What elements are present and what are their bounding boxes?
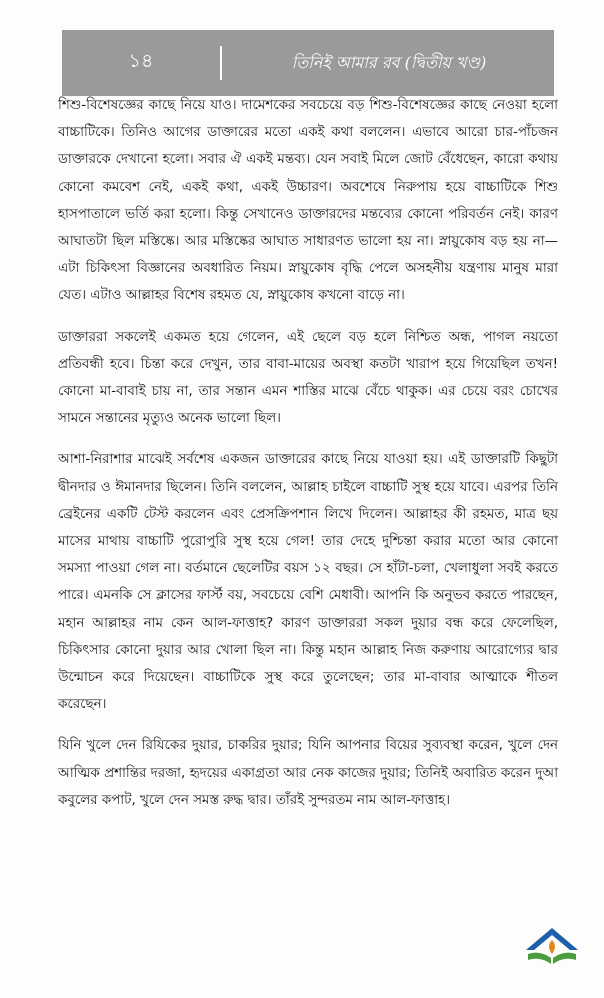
header-divider <box>220 46 222 80</box>
page-number: ১৪ <box>128 50 154 72</box>
body-text <box>58 92 558 828</box>
page-header-bar <box>62 30 554 96</box>
logo-book-left <box>528 953 551 964</box>
paragraph: শিশু-বিশেষজ্ঞের কাছে নিয়ে যাও। দামেশকের সবচেয়ে বড় শিশু-বিশেষজ্ঞের কাছে নেওয়া হলো বাচ্চাটিকে। তিনিও আগের ডাক্তারের মতো একই কথা বললেন। এভাবে আরো চার-পাঁচজন ডাক্তারকে দেখানো হলো। সবার ঐ একই মন্তব্য। যেন সবাই মিলে জোট বেঁধেছেন, কারো কথায় কোনো কমবেশ নেই, একই কথা, একই উচ্চারণ। অবশেষে নিরুপায় হয়ে বাচ্চাটিকে শিশু হাসপাতালে ভর্তি করা হলো। কিন্তু সেখানেও ডাক্তারদের মন্তব্যের কোনো পরিবর্তন নেই। কারণ আঘাতটা ছিল মস্তিষ্কে। আর মস্তিষ্কের আঘাত সাধারণত ভালো হয় না। স্নায়ুকোষ বড় হয় না—এটা চিকিৎসা বিজ্ঞানের অবধারিত নিয়ম। স্নায়ুকোষ বৃদ্ধি পেলে অসহনীয় যন্ত্রণায় মানুষ মারা যেত। এটাও আল্লাহর বিশেষ রহমত যে, স্নায়ুকোষ কখনো বাড়ে না। <box>58 98 558 304</box>
paragraph: আশা-নিরাশার মাঝেই সর্বশেষ একজন ডাক্তারের কাছে নিয়ে যাওয়া হয়। এই ডাক্তারটি কিছুটা দ্বীনদার ও ঈমানদার ছিলেন। তিনি বললেন, আল্লাহ চাইলে বাচ্চাটি সুস্থ হয়ে যাবে। এরপর তিনি ব্রেইনের একটি টেস্ট করলেন এবং প্রেসক্রিপশান লিখে দিলেন। আল্লাহর কী রহমত, মাত্র ছয় মাসের মাথায় বাচ্চাটি পুরোপুরি সুস্থ হয়ে গেল! তার দেহে দুশ্চিন্তা করার মতো আর কোনো সমস্যা পাওয়া গেল না। বর্তমানে ছেলেটির বয়স ১২ বছর। সে হাঁটা-চলা, খেলাধুলা সবই করতে পারে। এমনকি সে ক্লাসের ফার্স্ট বয়, সবচেয়ে বেশি মেধাবী। আপনি কি অনুভব করতে পারছেন, মহান আল্লাহর নাম কেন আল-ফাত্তাহ? কারণ ডাক্তাররা সকল দুয়ার বন্ধ করে ফেলেছিল, চিকিৎসার কোনো দুয়ার আর খোলা ছিল না। কিন্তু মহান আল্লাহ নিজ করুণায় আরোগ্যের দ্বার উন্মোচন করে দিয়েছেন। বাচ্চাটিকে সুস্থ করে তুলেছেন; তার মা-বাবার আত্মাকে শীতল করেছেন। <box>58 452 558 713</box>
paragraph: ডাক্তাররা সকলেই একমত হয়ে গেলেন, এই ছেলে বড় হলে নিশ্চিত অন্ধ, পাগল নয়তো প্রতিবন্ধী হবে। চিন্তা করে দেখুন, তার বাবা-মায়ের অবস্থা কতটা খারাপ হয়ে গিয়েছিল তখন! কোনো মা-বাবাই চায় না, তার সন্তান এমন শাস্তির মাঝে বেঁচে থাকুক। এর চেয়ে বরং চোখের সামনে সন্তানের মৃত্যুও অনেক ভালো ছিল। <box>58 329 558 427</box>
publisher-logo-icon <box>520 924 584 968</box>
logo-leaf <box>549 940 555 954</box>
paragraph: যিনি খুলে দেন রিযিকের দুয়ার, চাকরির দুয়ার; যিনি আপনার বিয়ের সুব্যবস্থা করেন, খুলে দেন আত্মিক প্রশান্তির দরজা, হৃদয়ের একাগ্রতা আর নেক কাজের দুয়ার; তিনিই অবারিত করেন দুআ কবুলের কপাট, খুলে দেন সমস্ত রুদ্ধ দ্বার। তাঁরই সুন্দরতম নাম আল-ফাত্তাহ। <box>58 738 558 808</box>
logo-book-right <box>553 953 576 964</box>
running-title: তিনিই আমার রব (দ্বিতীয় খণ্ড) <box>291 52 487 72</box>
